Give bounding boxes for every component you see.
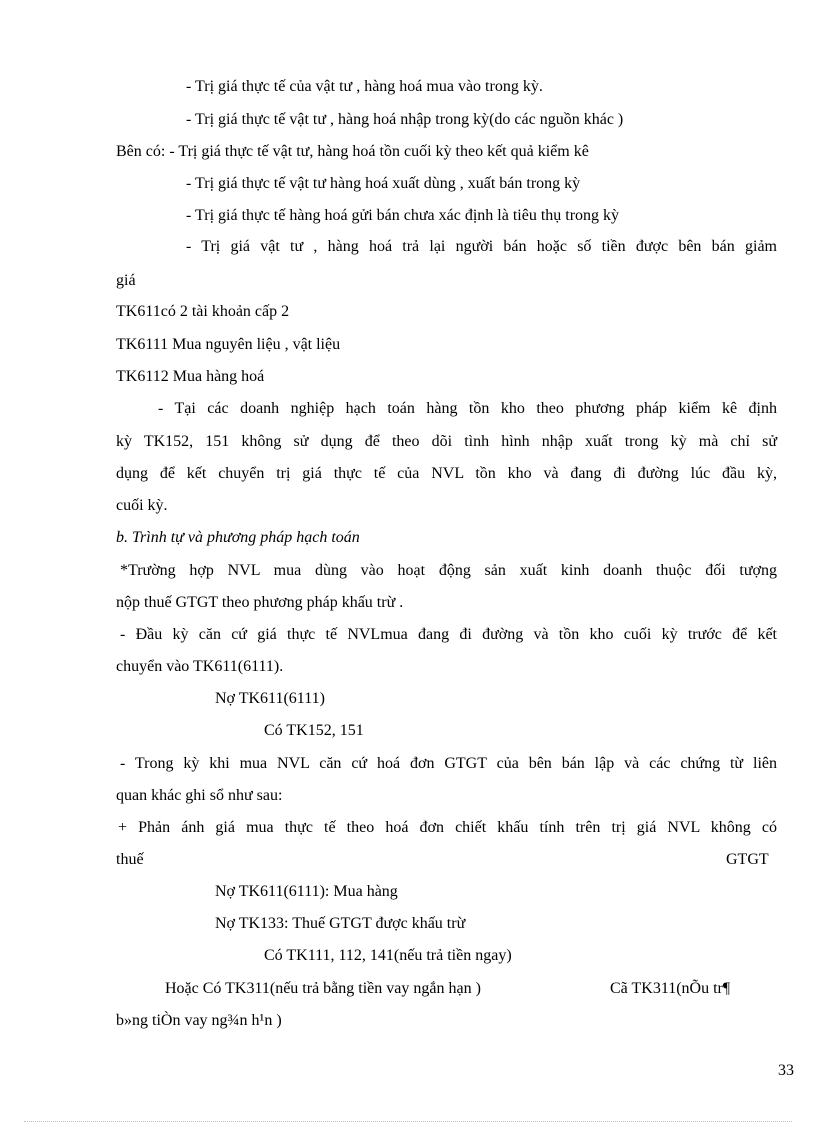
entry-line: Nợ TK611(6111): Mua hàng [215,883,398,900]
text-line: thuế [116,851,144,868]
text-line: TK6112 Mua hàng hoá [116,368,265,385]
entry-line: Nợ TK133: Thuế GTGT được khấu trừ [215,915,466,932]
text-line: kỳ TK152, 151 không sử dụng để theo dõi tình hình nhập xuất trong kỳ mà chỉ sử [116,433,777,450]
text-line: Bên có: - Trị giá thực tế vật tư, hàng hoá tồn cuối kỳ theo kết quả kiểm kê [116,143,589,160]
text-line: dụng để kết chuyển trị giá thực tế của NVL tồn kho và đang đi đường lúc đầu kỳ, [116,465,777,482]
entry-line: Có TK111, 112, 141(nếu trả tiền ngay) [264,947,512,964]
text-line: - Trị giá thực tế vật tư hàng hoá xuất dùng , xuất bán trong kỳ [186,175,581,192]
text-line: quan khác ghi sổ như sau: [116,787,283,804]
text-line: TK6111 Mua nguyên liệu , vật liệu [116,336,341,353]
text-line: giá [116,272,136,289]
text-line: - Trong kỳ khi mua NVL căn cứ hoá đơn GTGT của bên bán lập và các chứng từ liên [120,755,777,772]
text-line: - Đầu kỳ căn cứ giá thực tế NVLmua đang đi đường và tồn kho cuối kỳ trước để kết [120,626,777,643]
text-line: - Trị giá thực tế vật tư , hàng hoá nhập trong kỳ(do các nguồn khác ) [186,111,624,128]
garbled-text: Cã TK311(nÕu tr¶ [610,980,731,997]
garbled-text: b»ng tiÒn vay ng¾n h¹n ) [116,1012,282,1029]
text-line: chuyển vào TK611(6111). [116,658,284,675]
text-line: *Trường hợp NVL mua dùng vào hoạt động sản xuất kinh doanh thuộc đối tượng [120,562,777,579]
text-line: GTGT [726,851,769,868]
text-line: - Trị giá vật tư , hàng hoá trả lại người bán hoặc số tiền được bên bán giảm [186,238,777,255]
text-line: - Trị giá thực tế hàng hoá gửi bán chưa xác định là tiêu thụ trong kỳ [186,207,620,224]
entry-line: Hoặc Có TK311(nếu trả bằng tiền vay ngắn hạn ) [165,980,481,997]
section-heading: b. Trình tự và phương pháp hạch toán [116,529,360,546]
text-line: - Trị giá thực tế của vật tư , hàng hoá mua vào trong kỳ. [186,78,543,95]
footer-divider [24,1121,792,1122]
text-line: nộp thuế GTGT theo phương pháp khấu trừ . [116,594,404,611]
text-line: TK611có 2 tài khoản cấp 2 [116,303,290,320]
entry-line: Nợ TK611(6111) [215,690,325,707]
page-number: 33 [778,1062,794,1079]
text-line: - Tại các doanh nghiệp hạch toán hàng tồn kho theo phương pháp kiểm kê định [158,400,777,417]
text-line: + Phản ánh giá mua thực tế theo hoá đơn chiết khấu tính trên trị giá NVL không có [118,819,777,836]
text-line: cuối kỳ. [116,497,168,514]
entry-line: Có TK152, 151 [264,722,364,739]
